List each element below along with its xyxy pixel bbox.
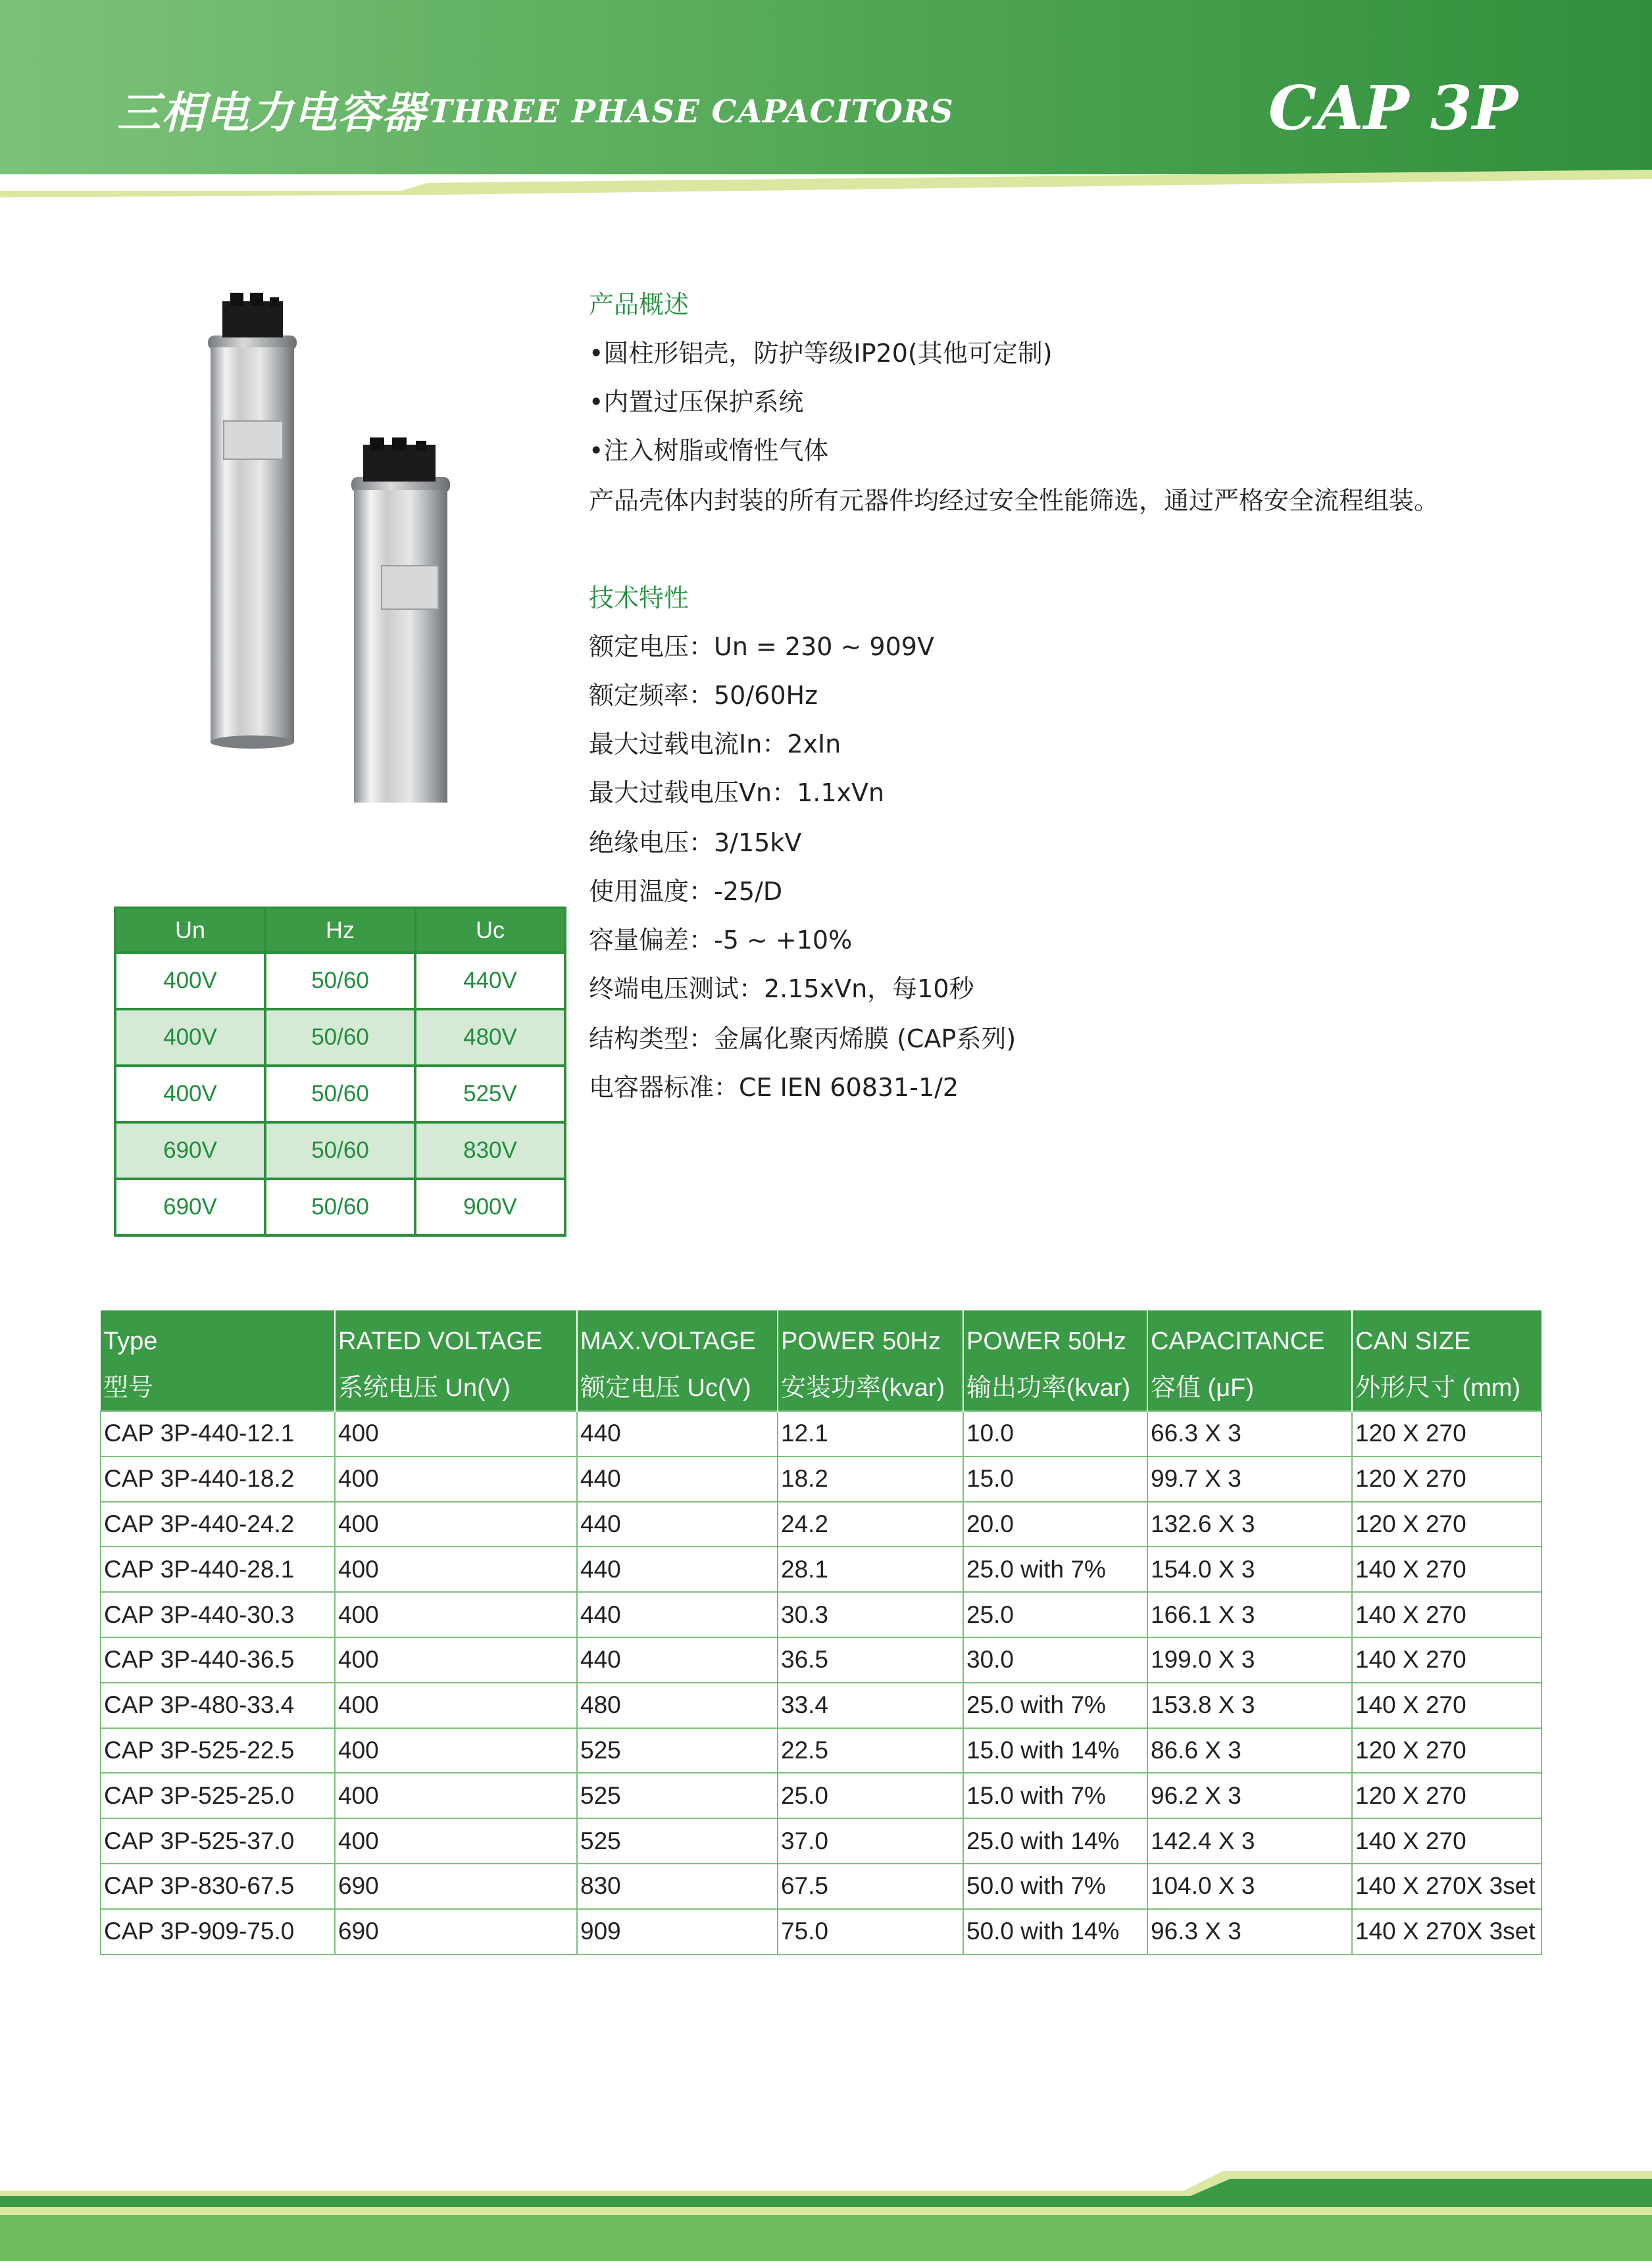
spec-table-body — [101, 1411, 1541, 1954]
cell-rated-voltage: 400 — [335, 1683, 577, 1728]
cell-max-voltage: 525 — [577, 1728, 778, 1774]
cell-rated-voltage: 400 — [335, 1456, 577, 1502]
cell-can-size: 140 X 270 — [1352, 1683, 1541, 1728]
cell-capacitance: 142.4 X 3 — [1147, 1818, 1352, 1864]
cell-power-installed: 30.3 — [778, 1592, 963, 1637]
cell-rated-voltage: 690 — [335, 1909, 577, 1954]
cell-power-installed: 37.0 — [778, 1818, 963, 1864]
table-row — [101, 1773, 1541, 1818]
spec-item: 容量偏差：-5 ~ +10% — [589, 926, 853, 955]
cell-power-output: 15.0 with 14% — [963, 1728, 1147, 1774]
table-row — [115, 1009, 565, 1066]
spec-item: 额定电压：Un = 230 ~ 909V — [589, 632, 934, 661]
cell-power-installed: 24.2 — [778, 1502, 963, 1547]
cell-uc: 900V — [415, 1179, 565, 1235]
cell-type: CAP 3P-525-37.0 — [101, 1818, 335, 1864]
cell-capacitance: 96.3 X 3 — [1147, 1909, 1352, 1954]
table-row — [101, 1456, 1541, 1502]
cell-can-size: 140 X 270 — [1352, 1592, 1541, 1637]
spec-item: 额定频率：50/60Hz — [589, 681, 818, 710]
cell-type: CAP 3P-525-25.0 — [101, 1773, 335, 1818]
footer-banner — [0, 2164, 1652, 2261]
overview-bullet: •内置过压保护系统 — [589, 387, 804, 416]
cell-power-installed: 75.0 — [778, 1909, 963, 1954]
cell-can-size: 120 X 270 — [1352, 1502, 1541, 1547]
cell-can-size: 120 X 270 — [1352, 1456, 1541, 1502]
table-row — [101, 1818, 1541, 1864]
cell-power-installed: 33.4 — [778, 1683, 963, 1728]
cell-power-output: 25.0 — [963, 1592, 1147, 1637]
spec-item: 最大过载电压Vn：1.1xVn — [589, 778, 885, 807]
col-header-max-voltage: MAX.VOLTAGE — [577, 1310, 778, 1364]
spec-item: 终端电压测试：2.15xVn，每10秒 — [589, 974, 974, 1003]
table-row — [101, 1728, 1541, 1774]
cell-power-installed: 12.1 — [778, 1411, 963, 1456]
col-header-can-size: CAN SIZE — [1352, 1310, 1541, 1364]
cell-capacitance: 99.7 X 3 — [1147, 1456, 1352, 1502]
col-header-un: Un — [115, 908, 265, 953]
cell-un: 690V — [115, 1179, 265, 1235]
cell-can-size: 140 X 270X 3set — [1352, 1909, 1541, 1954]
cell-capacitance: 154.0 X 3 — [1147, 1547, 1352, 1592]
table-row — [101, 1683, 1541, 1728]
cell-can-size: 140 X 270X 3set — [1352, 1864, 1541, 1909]
cell-max-voltage: 830 — [577, 1864, 778, 1909]
cell-can-size: 120 X 270 — [1352, 1411, 1541, 1456]
spec-item: 电容器标准：CE IEN 60831-1/2 — [589, 1073, 959, 1102]
cell-rated-voltage: 400 — [335, 1773, 577, 1818]
table-row — [101, 1411, 1541, 1456]
cell-un: 400V — [115, 953, 265, 1009]
cell-power-output: 30.0 — [963, 1637, 1147, 1683]
table-row — [101, 1592, 1541, 1637]
cell-hz: 50/60 — [265, 1009, 415, 1066]
cell-power-installed: 25.0 — [778, 1773, 963, 1818]
cell-power-output: 25.0 with 7% — [963, 1683, 1147, 1728]
cell-un: 400V — [115, 1066, 265, 1122]
cell-power-installed: 67.5 — [778, 1864, 963, 1909]
cell-capacitance: 104.0 X 3 — [1147, 1864, 1352, 1909]
cell-max-voltage: 440 — [577, 1547, 778, 1592]
col-header-power-output-cn: 输出功率(kvar) — [963, 1364, 1147, 1411]
col-header-capacitance-cn: 容值 (μF) — [1147, 1364, 1352, 1411]
table-row — [101, 1547, 1541, 1592]
header-title-en: THREE PHASE CAPACITORS — [429, 93, 954, 130]
cell-power-output: 50.0 with 7% — [963, 1864, 1147, 1909]
cell-max-voltage: 440 — [577, 1502, 778, 1547]
cell-can-size: 140 X 270 — [1352, 1818, 1541, 1864]
cell-max-voltage: 480 — [577, 1683, 778, 1728]
cell-rated-voltage: 400 — [335, 1547, 577, 1592]
cell-type: CAP 3P-830-67.5 — [101, 1864, 335, 1909]
cell-hz: 50/60 — [265, 953, 415, 1009]
table-row — [115, 1179, 565, 1235]
cell-max-voltage: 525 — [577, 1773, 778, 1818]
cell-type: CAP 3P-440-30.3 — [101, 1592, 335, 1637]
cell-max-voltage: 440 — [577, 1411, 778, 1456]
cell-rated-voltage: 400 — [335, 1411, 577, 1456]
table-row — [115, 953, 565, 1009]
col-header-capacitance: CAPACITANCE — [1147, 1310, 1352, 1364]
table-row — [101, 1909, 1541, 1954]
cell-hz: 50/60 — [265, 1179, 415, 1235]
voltage-table — [114, 907, 566, 1237]
cell-power-installed: 22.5 — [778, 1728, 963, 1774]
cell-power-output: 25.0 with 14% — [963, 1818, 1147, 1864]
spec-item: 结构类型：金属化聚丙烯膜 (CAP系列) — [589, 1024, 1016, 1053]
col-header-uc: Uc — [415, 908, 565, 953]
spec-item: 绝缘电压：3/15kV — [589, 828, 802, 857]
table-row — [101, 1502, 1541, 1547]
cell-capacitance: 153.8 X 3 — [1147, 1683, 1352, 1728]
table-row — [115, 1122, 565, 1179]
cell-power-output: 20.0 — [963, 1502, 1147, 1547]
cell-hz: 50/60 — [265, 1066, 415, 1122]
voltage-table-header — [115, 908, 565, 953]
cell-un: 400V — [115, 1009, 265, 1066]
cell-can-size: 120 X 270 — [1352, 1728, 1541, 1774]
spec-table-header-en — [101, 1310, 1541, 1364]
overview-title: 产品概述 — [589, 290, 689, 319]
cell-type: CAP 3P-909-75.0 — [101, 1909, 335, 1954]
cell-hz: 50/60 — [265, 1122, 415, 1179]
col-header-power-installed: POWER 50Hz — [778, 1310, 963, 1364]
cell-max-voltage: 440 — [577, 1456, 778, 1502]
spec-item: 使用温度：-25/D — [589, 877, 783, 906]
cell-type: CAP 3P-440-12.1 — [101, 1411, 335, 1456]
cell-capacitance: 132.6 X 3 — [1147, 1502, 1352, 1547]
cell-type: CAP 3P-525-22.5 — [101, 1728, 335, 1774]
table-row — [101, 1637, 1541, 1683]
col-header-power-output: POWER 50Hz — [963, 1310, 1147, 1364]
cell-power-output: 50.0 with 14% — [963, 1909, 1147, 1954]
cell-rated-voltage: 400 — [335, 1502, 577, 1547]
cell-type: CAP 3P-440-36.5 — [101, 1637, 335, 1683]
overview-bullet: •注入树脂或惰性气体 — [589, 436, 829, 465]
cell-power-output: 25.0 with 7% — [963, 1547, 1147, 1592]
cell-capacitance: 199.0 X 3 — [1147, 1637, 1352, 1683]
spec-table-header-cn — [101, 1364, 1541, 1411]
cell-type: CAP 3P-480-33.4 — [101, 1683, 335, 1728]
col-header-rated-voltage-cn: 系统电压 Un(V) — [335, 1364, 577, 1411]
cell-power-output: 15.0 with 7% — [963, 1773, 1147, 1818]
spec-item: 最大过载电流In：2xIn — [589, 730, 841, 758]
cell-rated-voltage: 690 — [335, 1864, 577, 1909]
cell-power-installed: 28.1 — [778, 1547, 963, 1592]
cell-can-size: 140 X 270 — [1352, 1547, 1541, 1592]
cell-type: CAP 3P-440-24.2 — [101, 1502, 335, 1547]
cell-capacitance: 166.1 X 3 — [1147, 1592, 1352, 1637]
col-header-type-cn: 型号 — [101, 1364, 335, 1411]
col-header-power-installed-cn: 安装功率(kvar) — [778, 1364, 963, 1411]
cell-capacitance: 86.6 X 3 — [1147, 1728, 1352, 1774]
cell-power-output: 15.0 — [963, 1456, 1147, 1502]
cell-capacitance: 96.2 X 3 — [1147, 1773, 1352, 1818]
cell-un: 690V — [115, 1122, 265, 1179]
cell-uc: 830V — [415, 1122, 565, 1179]
cell-rated-voltage: 400 — [335, 1728, 577, 1774]
cell-capacitance: 66.3 X 3 — [1147, 1411, 1352, 1456]
cell-rated-voltage: 400 — [335, 1592, 577, 1637]
cell-uc: 480V — [415, 1009, 565, 1066]
header-title-cn: 三相电力电容器 — [117, 87, 426, 138]
cell-uc: 525V — [415, 1066, 565, 1122]
col-header-hz: Hz — [265, 908, 415, 953]
cell-can-size: 140 X 270 — [1352, 1637, 1541, 1683]
table-row — [101, 1864, 1541, 1909]
cell-max-voltage: 909 — [577, 1909, 778, 1954]
cell-power-installed: 18.2 — [778, 1456, 963, 1502]
col-header-can-size-cn: 外形尺寸 (mm) — [1352, 1364, 1541, 1411]
cell-power-installed: 36.5 — [778, 1637, 963, 1683]
col-header-type: Type — [101, 1310, 335, 1364]
cell-max-voltage: 525 — [577, 1818, 778, 1864]
capacitor-product-image — [184, 289, 513, 803]
header-product-code: CAP 3P — [1268, 72, 1518, 143]
col-header-max-voltage-cn: 额定电压 Uc(V) — [577, 1364, 778, 1411]
cell-max-voltage: 440 — [577, 1592, 778, 1637]
cell-rated-voltage: 400 — [335, 1637, 577, 1683]
cell-rated-voltage: 400 — [335, 1818, 577, 1864]
cell-uc: 440V — [415, 953, 565, 1009]
cell-power-output: 10.0 — [963, 1411, 1147, 1456]
overview-bullet: •圆柱形铝壳，防护等级IP20(其他可定制) — [589, 339, 1053, 368]
overview-note: 产品壳体内封装的所有元器件均经过安全性能筛选，通过严格安全流程组装。 — [589, 486, 1439, 515]
table-row — [115, 1066, 565, 1122]
cell-max-voltage: 440 — [577, 1637, 778, 1683]
cell-type: CAP 3P-440-18.2 — [101, 1456, 335, 1502]
spec-table — [100, 1310, 1542, 1955]
cell-can-size: 120 X 270 — [1352, 1773, 1541, 1818]
col-header-rated-voltage: RATED VOLTAGE — [335, 1310, 577, 1364]
specs-title: 技术特性 — [589, 584, 689, 612]
cell-type: CAP 3P-440-28.1 — [101, 1547, 335, 1592]
